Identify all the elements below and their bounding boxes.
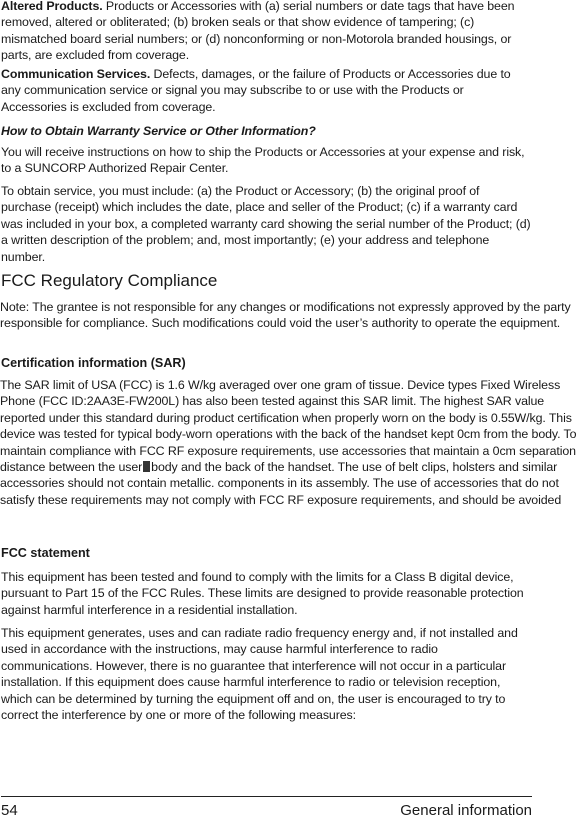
communication-services-paragraph <box>1 66 531 115</box>
fcc-statement-para1: This equipment has been tested and found to comply with the limits for a Class B digital device, pursuant to Part 15 of the FCC Rules. These limits are designed to provide reasonable protection against harmful interference in a residential installation. <box>1 570 524 617</box>
page-number: 54 <box>1 802 18 819</box>
warranty-service-heading: How to Obtain Warranty Service or Other Information? <box>1 124 316 138</box>
altered-products-heading: Altered Products. <box>1 0 103 13</box>
sar-body <box>0 377 579 508</box>
fcc-regulatory-heading: FCC Regulatory Compliance <box>1 271 218 290</box>
sar-body-part1: The SAR limit of USA (FCC) is 1.6 W/kg averaged over one gram of tissue. Device types Fixed Wireless Phone (FCC ID:2AA3E-FW200L) has also been tested against this SAR limit. The highest SAR value reported under this standard during product certification when properly worn on the body is 0.55W/kg. This device was tested for typical body-worn operations with the back of the handset kept 0cm from the body. To maintain compliance with FCC RF exposure requirements, use accessories that maintain a 0cm separation distance between the user <box>0 378 577 475</box>
missing-glyph-icon <box>143 461 150 472</box>
sar-heading: Certification information (SAR) <box>1 356 186 370</box>
fcc-statement-para2: This equipment generates, uses and can radiate radio frequency energy and, if not installed and used in accordance with the instructions, may cause harmful interference to radio communications. However, there is no guarantee that interference will not occur in a particular installation. If this equipment does cause harmful interference to radio or television reception, which can be determined by turning the equipment off and on, the user is encouraged to try to correct the interference by one or more of the following measures: <box>1 626 518 723</box>
warranty-service-para1: You will receive instructions on how to ship the Products or Accessories at your expense and risk, to a SUNCORP Authorized Repair Center. <box>1 145 525 176</box>
communication-services-heading: Communication Services. <box>1 67 151 81</box>
altered-products-paragraph <box>1 0 531 64</box>
sar-body-part2: body and the back of the handset. The use of belt clips, holsters and similar accessories should not contain metallic. components in its assembly. The use of accessories that do not satisfy these requirements may not comply with FCC RF exposure requirements, and should be avoided <box>0 460 562 507</box>
altered-products-body: Products or Accessories with (a) serial numbers or date tags that have been removed, altered or obliterated; (b) broken seals or that show evidence of tampering; (c) mismatched board serial numbers; or (d) nonconforming or non-Motorola branded housings, or parts, are excluded from coverage. <box>1 0 515 63</box>
communication-services-body: Defects, damages, or the failure of Products or Accessories due to any communication service or signal you may subscribe to or use with the Products or Accessories is excluded from coverage. <box>1 67 511 114</box>
fcc-statement-heading: FCC statement <box>1 546 90 560</box>
warranty-service-para2: To obtain service, you must include: (a) the Product or Accessory; (b) the original proof of purchase (receipt) which includes the date, place and seller of the Product; (c) if a warranty card was included in your box, a completed warranty card showing the serial number of the Product; (d) a written description of the problem; and, most importantly; (e) your address and telephone number. <box>1 184 531 264</box>
footer-section-name: General information <box>400 802 532 819</box>
fcc-regulatory-note: Note: The grantee is not responsible for any changes or modifications not expressly approved by the party responsible for compliance. Such modifications could void the user’s authority to operate the equipment. <box>0 300 571 331</box>
footer-divider <box>1 796 532 797</box>
